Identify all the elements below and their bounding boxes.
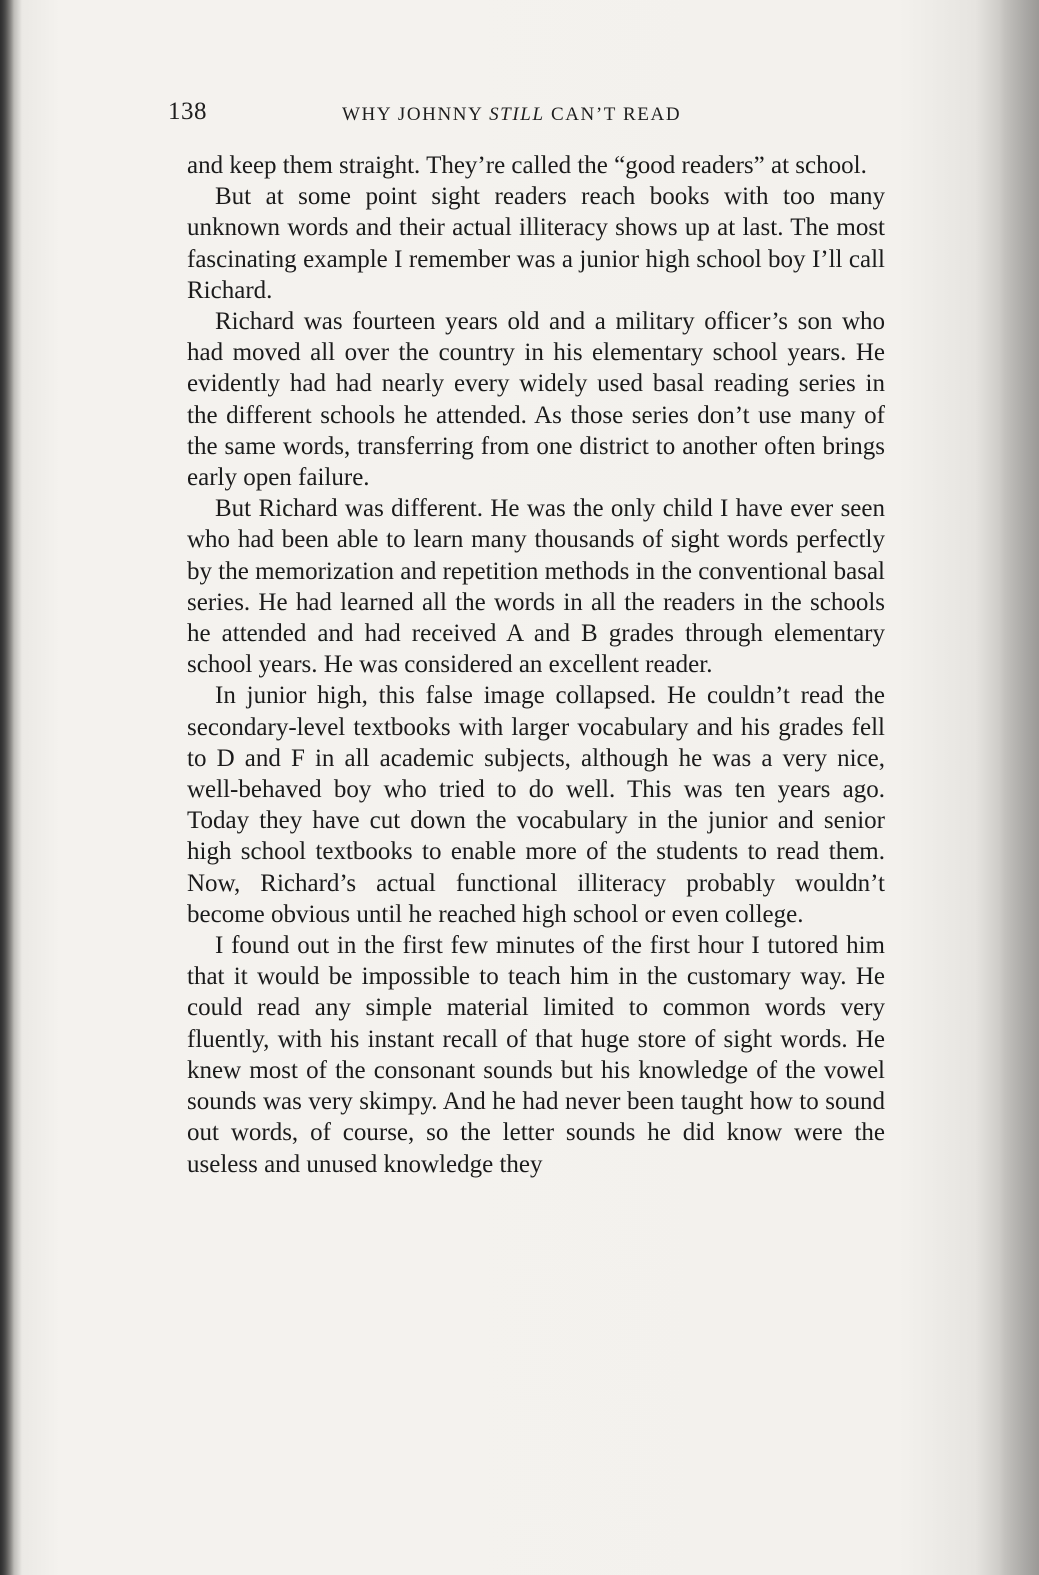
page-number: 138 [168, 98, 207, 125]
paragraph: In junior high, this false image collapsed. He couldn’t read the secondary-level textbooks with larger vocabulary and his grades fell to D and F in all academic subjects, although he was a very nice, well-behaved boy who tried to do well. This was ten years ago. Today they have cut down the vocabulary in the junior and senior high school textbooks to enable more of the students to read them. Now, Richard’s actual functional illiteracy probably wouldn’t become obvious until he reached high school or even college. [187, 682, 885, 928]
paragraph: But at some point sight readers reach books with too many unknown words and their actual illiteracy shows up at last. The most fascinating example I remember was a junior high school boy I’ll call Richard. [187, 183, 885, 304]
body-text [187, 150, 885, 1180]
running-title-italic: STILL [489, 104, 545, 125]
spine-shadow [0, 0, 14, 1575]
running-title-start: WHY JOHNNY [342, 104, 490, 125]
paragraph: Richard was fourteen years old and a military officer’s son who had moved all over the country in his elementary school years. He evidently had had nearly every widely used basal reading series in the different schools he attended. As those series don’t use many of the same words, transferring from one district to another often brings early open failure. [187, 308, 885, 492]
running-head [168, 98, 888, 130]
running-title [342, 104, 681, 126]
paragraph: But Richard was different. He was the only child I have ever seen who had been able to learn many thousands of sight words perfectly by the memorization and repetition methods in the conventional basal series. He had learned all the words in all the readers in the schools he attended and had received A and B grades through elementary school years. He was considered an excellent reader. [187, 495, 885, 679]
paragraph: I found out in the first few minutes of the first hour I tutored him that it would be impossible to teach him in the customary way. He could read any simple material limited to common words very fluently, with his instant recall of that huge store of sight words. He knew most of the consonant sounds but his knowledge of the vowel sounds was very skimpy. And he had never been taught how to sound out words, of course, so the letter sounds he did know were the useless and unused knowledge they [187, 932, 885, 1178]
paragraph-continued: and keep them straight. They’re called the “good readers” at school. [187, 152, 867, 179]
page-edge-shadow [999, 0, 1039, 1575]
running-title-end: CAN’T READ [544, 104, 682, 125]
